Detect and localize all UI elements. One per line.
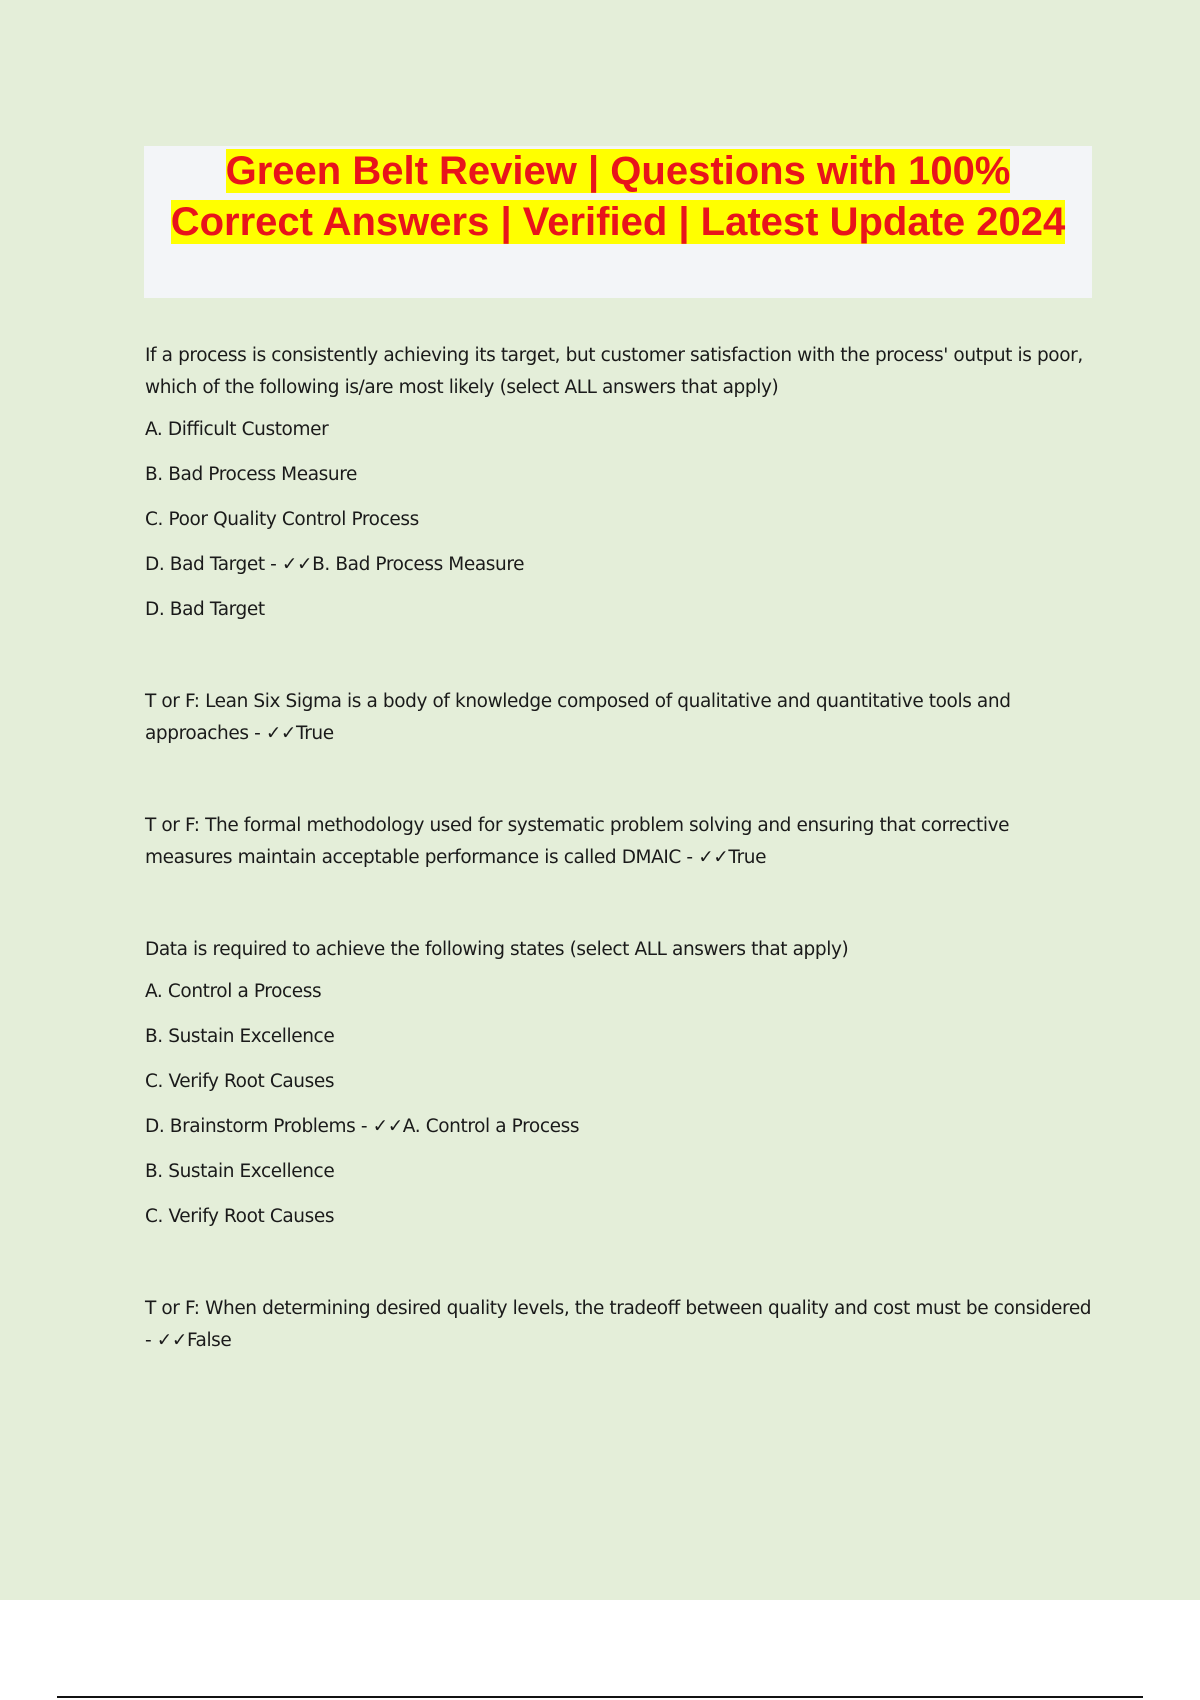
spacer — [145, 874, 1095, 934]
question-list — [145, 340, 1095, 1357]
question-1-line-4: D. Bad Target - ✓✓B. Bad Process Measure — [145, 554, 525, 575]
question-4-line-5: B. Sustain Excellence — [145, 1161, 335, 1182]
question-1-line-2: B. Bad Process Measure — [145, 464, 357, 485]
question-4-line-4: D. Brainstorm Problems - ✓✓A. Control a Process — [145, 1116, 580, 1137]
spacer — [145, 1231, 1095, 1293]
question-3-text: T or F: The formal methodology used for systematic problem solving and ensuring that corrective measures maintain acceptable performance is called DMAIC - ✓✓True — [145, 815, 1010, 868]
question-4 — [145, 934, 1095, 1231]
spacer — [145, 624, 1095, 686]
spacer — [145, 750, 1095, 810]
question-1-line-1: A. Difficult Customer — [145, 419, 329, 440]
question-3 — [145, 810, 1095, 874]
question-1-text: If a process is consistently achieving its target, but customer satisfaction with the process' output is poor, which of the following is/are most likely (select ALL answers that apply) — [145, 345, 1083, 398]
question-4-line-3: C. Verify Root Causes — [145, 1071, 335, 1092]
question-1-line-3: C. Poor Quality Control Process — [145, 509, 419, 530]
question-4-line-1: A. Control a Process — [145, 981, 322, 1002]
question-5-text: T or F: When determining desired quality levels, the tradeoff between quality and cost must be considered - ✓✓False — [145, 1298, 1092, 1351]
question-4-text: Data is required to achieve the following states (select ALL answers that apply) — [145, 939, 849, 960]
question-1 — [145, 340, 1095, 624]
document-title: Green Belt Review | Questions with 100% Correct Answers | Verified | Latest Update 2024 — [170, 149, 1066, 244]
title-banner — [144, 146, 1092, 298]
question-4-line-6: C. Verify Root Causes — [145, 1206, 335, 1227]
question-1-line-5: D. Bad Target — [145, 599, 265, 620]
footer-divider — [57, 1696, 1143, 1698]
question-4-line-2: B. Sustain Excellence — [145, 1026, 335, 1047]
question-2 — [145, 686, 1095, 750]
question-2-text: T or F: Lean Six Sigma is a body of knowledge composed of qualitative and quantitative tools and approaches - ✓✓True — [145, 691, 1011, 744]
question-5 — [145, 1293, 1095, 1357]
